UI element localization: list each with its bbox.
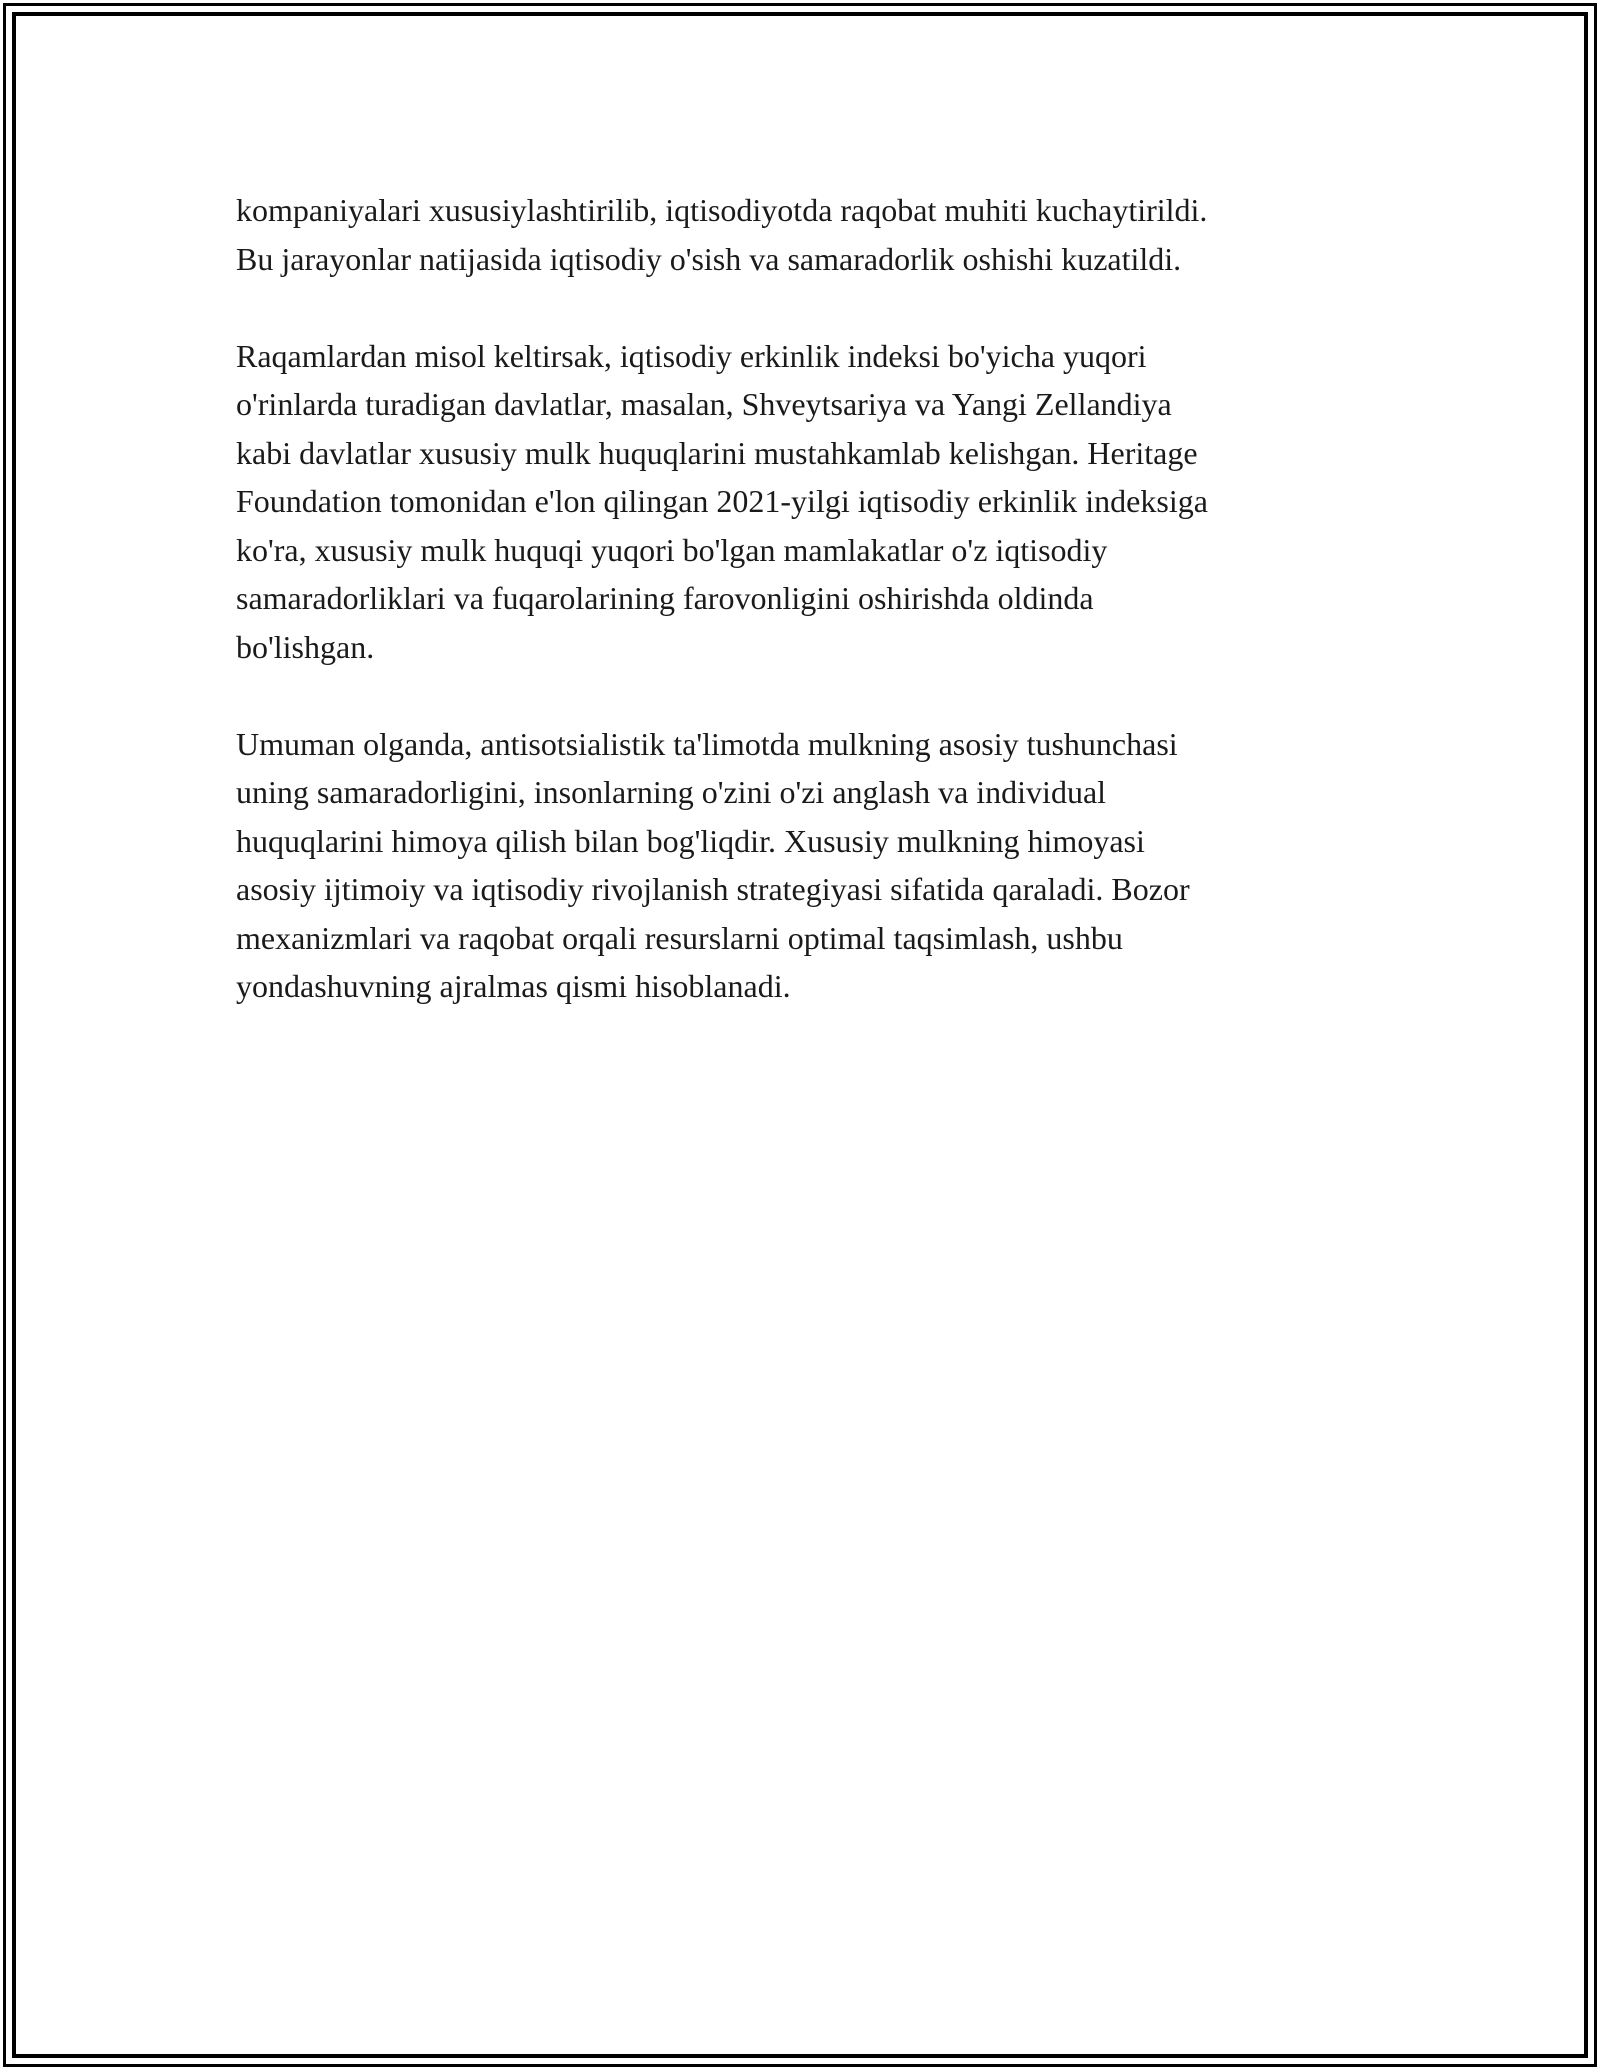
text-line: huquqlarini himoya qilish bilan bog'liqdir. Xususiy mulkning himoyasi	[236, 822, 1145, 859]
text-line: Foundation tomonidan e'lon qilingan 2021-yilgi iqtisodiy erkinlik indeksiga	[236, 483, 1208, 519]
text-line: yondashuvning ajralmas qismi hisoblanadi.	[236, 968, 791, 1004]
text-line: samaradorliklari va fuqarolarining farovonligini oshirishda oldinda	[236, 580, 1094, 616]
text-line: asosiy ijtimoiy va iqtisodiy rivojlanish strategiyasi sifatida qaraladi. Bozor	[236, 871, 1190, 907]
text-line: kabi davlatlar xususiy mulk huquqlarini mustahkamlab kelishgan. Heritage	[236, 434, 1198, 471]
text-line: kompaniyalari xususiylashtirilib, iqtisodiyotda raqobat muhiti kuchaytirildi.	[236, 192, 1208, 228]
document-body	[236, 186, 1376, 1059]
text-line: o'rinlarda turadigan davlatlar, masalan, Shveytsariya va Yangi Zellandiya	[236, 386, 1172, 422]
text-line: Raqamlardan misol keltirsak, iqtisodiy erkinlik indeksi bo'yicha yuqori	[236, 337, 1147, 374]
paragraph-2	[236, 332, 1376, 672]
text-line: uning samaradorligini, insonlarning o'zini o'zi anglash va individual	[236, 774, 1107, 810]
text-line: bo'lishgan.	[236, 628, 375, 665]
text-line: mexanizmlari va raqobat orqali resurslarni optimal taqsimlash, ushbu	[236, 919, 1123, 956]
text-line: Umuman olganda, antisotsialistik ta'limotda mulkning asosiy tushunchasi	[236, 725, 1178, 762]
text-line: ko'ra, xususiy mulk huquqi yuqori bo'lgan mamlakatlar o'z iqtisodiy	[236, 531, 1108, 568]
paragraph-3	[236, 720, 1376, 1011]
text-line: Bu jarayonlar natijasida iqtisodiy o'sish va samaradorlik oshishi kuzatildi.	[236, 240, 1182, 277]
paragraph-1	[236, 186, 1376, 283]
